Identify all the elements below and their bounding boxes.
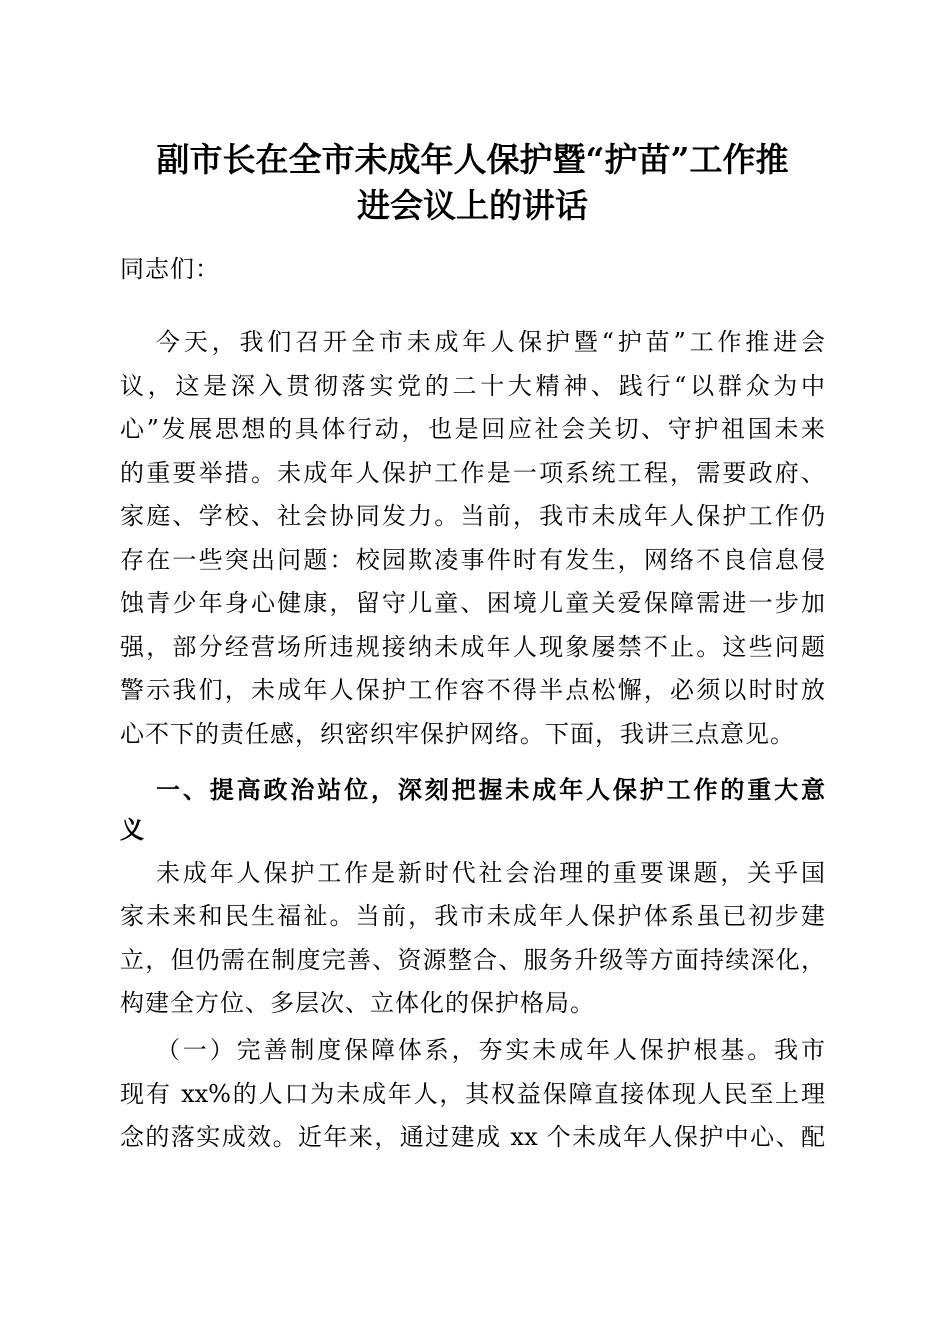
text-line: 念的落实成效。近年来，通过建成 xx 个未成年人保护中心、配 <box>120 1123 825 1151</box>
text-line: 警示我们，未成年人保护工作容不得半点松懈，必须以时时放 <box>120 676 825 704</box>
section-heading-1 <box>120 768 825 852</box>
text-line: 未成年人保护工作是新时代社会治理的重要课题，关乎国 <box>156 858 825 887</box>
text-line: 现有 xx%的人口为未成年人，其权益保障直接体现人民至上理 <box>120 1079 825 1108</box>
text-line: 构建全方位、多层次、立体化的保护格局。 <box>120 989 595 1017</box>
heading-line: 义 <box>120 815 145 844</box>
heading-line: 一、提高政治站位，深刻把握未成年人保护工作的重大意 <box>156 775 825 804</box>
text-line: 立，但仍需在制度完善、资源整合、服务升级等方面持续深化， <box>120 945 825 974</box>
text-line: 今天，我们召开全市未成年人保护暨“护苗”工作推进会 <box>156 328 825 356</box>
text-line: 家庭、学校、社会协同发力。当前，我市未成年人保护工作仍 <box>120 502 825 530</box>
document-title <box>120 137 825 229</box>
paragraph-intro <box>120 321 825 756</box>
title-line: 副市长在全市未成年人保护暨“护苗”工作推 <box>156 140 789 179</box>
text-line: 的重要举措。未成年人保护工作是一项系统工程，需要政府、 <box>120 458 825 487</box>
paragraph-subsection-1 <box>120 1029 825 1160</box>
text-line: 强，部分经营场所违规接纳未成年人现象屡禁不止。这些问题 <box>120 632 825 661</box>
text-line: （一）完善制度保障体系，夯实未成年人保护根基。我市 <box>156 1036 825 1064</box>
text-line: 心”发展思想的具体行动，也是回应社会关切、守护祖国未来 <box>120 415 825 443</box>
title-line: 进会议上的讲话 <box>357 186 588 225</box>
text-line: 蚀青少年身心健康，留守儿童、困境儿童关爱保障需进一步加 <box>120 589 825 617</box>
text-line: 家未来和民生福祉。当前，我市未成年人保护体系虽已初步建 <box>120 902 825 930</box>
salutation: 同志们： <box>120 255 220 283</box>
paragraph-section-1 <box>120 852 825 1026</box>
text-line: 心不下的责任感，织密织牢保护网络。下面，我讲三点意见。 <box>120 719 795 748</box>
document-page <box>120 137 825 1160</box>
text-line: 存在一些突出问题：校园欺凌事件时有发生，网络不良信息侵 <box>120 545 825 574</box>
text-line: 议，这是深入贯彻落实党的二十大精神、践行“以群众为中 <box>120 371 825 400</box>
